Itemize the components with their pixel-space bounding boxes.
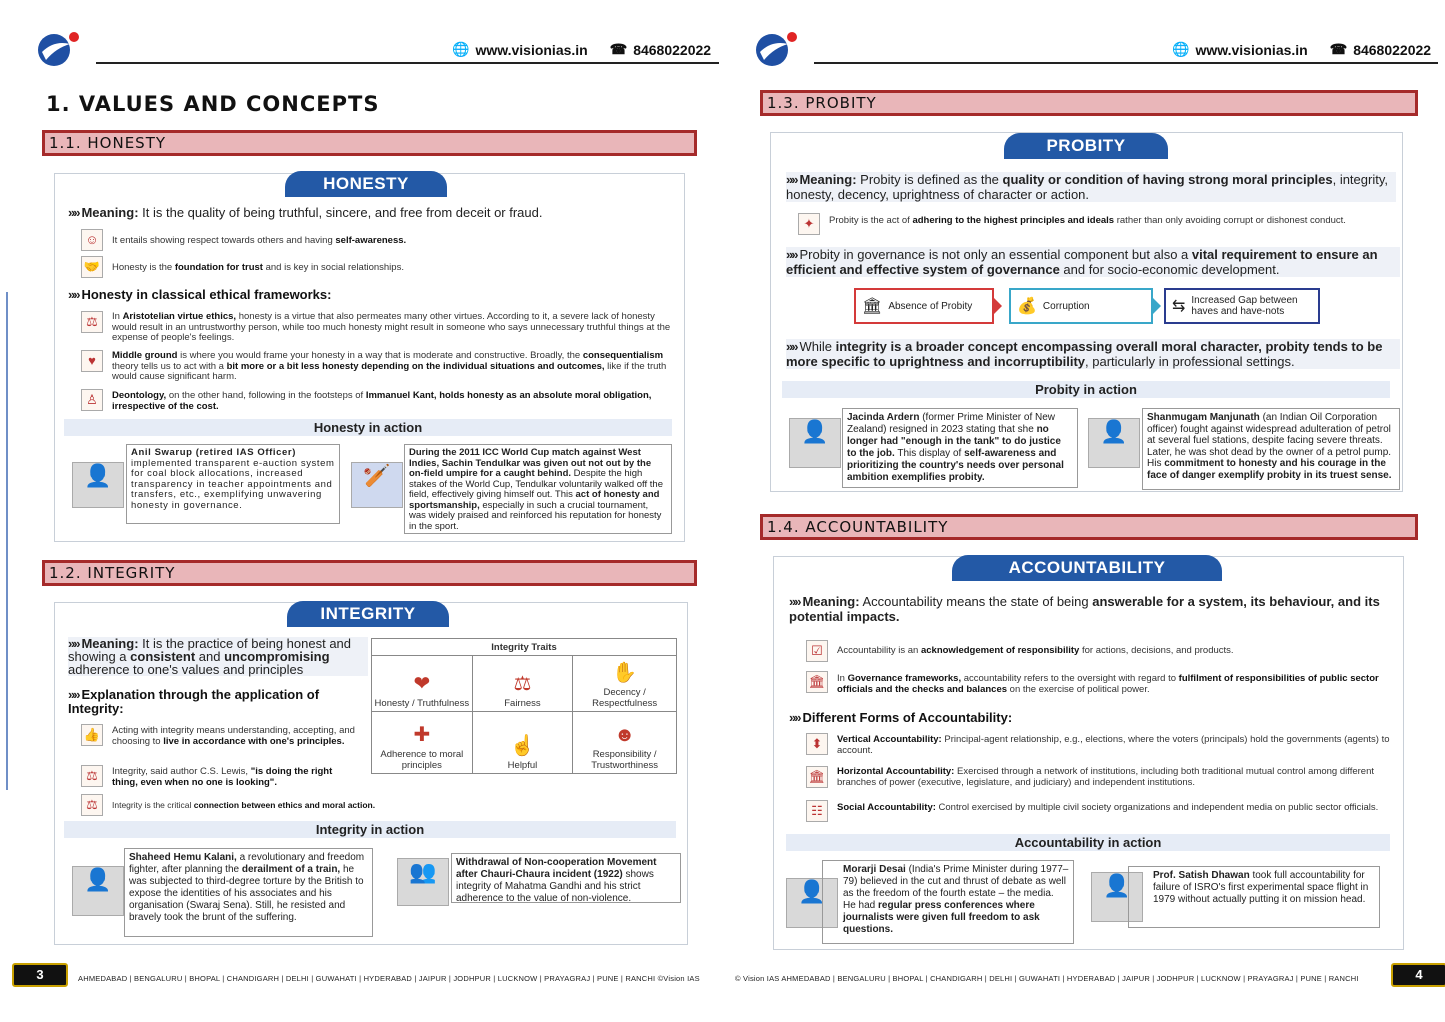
scales-icon: ⚖ <box>81 311 103 333</box>
vision-logo <box>754 28 798 72</box>
principles-icon: ✦ <box>798 213 820 235</box>
flow-arrow <box>994 298 1002 314</box>
handshake-icon: 🤝 <box>81 256 103 278</box>
header-rule <box>814 62 1438 64</box>
scales-icon: ⚖ <box>513 673 532 695</box>
flow-absence-of-probity: 🏛 Absence of Probity <box>854 288 994 324</box>
form-social: Social Accountability: Control exercised by multiple civil society organizations and independent media on public sector officials. <box>837 802 1379 813</box>
puzzle-heart-icon: ✚ <box>413 724 431 746</box>
morarji-desai-photo: 👤 <box>786 878 838 928</box>
probity-governance: »» Probity in governance is not only an essential component but also a vital requirement to ensure an efficient and effective system of governance and for socio-economic development. <box>786 247 1400 277</box>
form-vertical: Vertical Accountability: Principal-agent relationship, e.g., elections, where the voters (principals) hold the governments (agents) to account. <box>837 734 1390 756</box>
integrity-action-band: Integrity in action <box>64 821 676 838</box>
responsibility-icon: ☑ <box>806 640 828 662</box>
page-number: 3 <box>12 963 68 987</box>
heart-hands-icon: ❤ <box>413 673 431 695</box>
integrity-explanation-2: Integrity, said author C.S. Lewis, "is doing the right thing, even when no one is looking". <box>112 766 333 788</box>
probity-point-1: Probity is the act of adhering to the highest principles and ideals rather than only avoiding corrupt or dishonest conduct. <box>829 215 1346 226</box>
vertical-icon: ⬍ <box>806 733 828 755</box>
probity-while: »» While integrity is a broader concept encompassing overall moral character, probity tends to be more specific to uprightness and incorruptibility, particularly in professional settings. <box>786 339 1400 369</box>
integrity-explanation-3: Integrity is the critical connection between ethics and moral action. <box>112 800 376 810</box>
honesty-action-2: During the 2011 ICC World Cup match against West Indies, Sachin Tendulkar was given out not out by the on-field umpire for a caught behind. Despite the high stakes of the World Cup, Tendulkar voluntarily walked off the field, effectively giving himself out. This act of honesty and sportsmanship, especially in such a crucial tournament, was widely praised and reinforced his reputation for honesty in the sport. <box>404 444 672 534</box>
probity-action-1: Jacinda Ardern (former Prime Minister of New Zealand) resigned in 2023 stating that she no longer had "enough in the tank" to do justice to the job. This display of self-awareness and prioritizing the country's needs over personal ambition exemplifies probity. <box>842 408 1078 488</box>
honesty-point-1: It entails showing respect towards others and having self-awareness. <box>112 235 407 246</box>
people-gap-icon: ⇆ <box>1172 297 1186 315</box>
flow-gap: ⇆ Increased Gap between haves and have-nots <box>1164 288 1320 324</box>
phone-number: 8468022022 <box>1353 41 1432 58</box>
vision-logo <box>36 28 80 72</box>
probity-action-2: Shanmugam Manjunath (an Indian Oil Corporation officer) fought against widespread adulteration of petrol at several fuel stations, despite facing severe threats. Later, he was shot dead by the owner of a petrol pump. His commitment to honesty and his courage in the face of danger exemplify probity in its truest sense. <box>1142 408 1400 490</box>
form-horizontal: Horizontal Accountability: Exercised through a network of institutions, including both traditional mutual control among different branches of power (executive, legislature, and judiciary) and independent institutions. <box>837 766 1375 788</box>
accountability-action-1: Morarji Desai (India's Prime Minister during 1977–79) believed in the cut and thrust of debate as well as the freedom of the fourth estate – the media. He had regular press conferences where journalists were given full freedom to ask questions. <box>822 860 1074 944</box>
probity-action-band: Probity in action <box>782 381 1390 398</box>
heart-icon: ♥ <box>81 350 103 372</box>
header-contact <box>452 41 711 58</box>
anil-swarup-photo: 👤 <box>72 462 124 508</box>
globe-icon: 🌐 <box>1172 41 1190 57</box>
section-probity: 1.3. PROBITY <box>760 90 1418 116</box>
institution-icon: 🏛 <box>806 766 828 788</box>
website-link[interactable]: www.visionias.in <box>475 41 588 58</box>
jacinda-ardern-photo: 👤 <box>789 418 841 468</box>
footer-cities: © Vision IAS AHMEDABAD | BENGALURU | BHOPAL | CHANDIGARH | DELHI | GUWAHATI | HYDERABAD | JAIPUR | JODHPUR | LUCKNOW | PRAYAGRAJ | PUNE | RANCHI <box>735 974 1359 983</box>
probity-pill: PROBITY <box>1004 133 1168 159</box>
gandhi-photo: 👥 <box>397 858 449 906</box>
header-rule <box>96 62 719 64</box>
integrity-explanation-heading: »» Explanation through the application of Integrity: <box>68 687 320 716</box>
satish-dhawan-photo: 👤 <box>1091 872 1143 922</box>
honesty-pill: HONESTY <box>285 171 447 197</box>
section-integrity: 1.2. INTEGRITY <box>42 560 697 586</box>
trait-label: Decency / Respectfulness <box>592 687 658 709</box>
trait-label: Helpful <box>507 760 538 771</box>
accountability-action-band: Accountability in action <box>786 834 1390 851</box>
integrity-pill: INTEGRITY <box>287 601 449 627</box>
society-icon: ☷ <box>806 800 828 822</box>
sachin-photo: 🏏 <box>351 462 403 508</box>
respect-icon: ☺ <box>81 229 103 251</box>
phone-number: 8468022022 <box>633 41 712 58</box>
accountability-point-1: Accountability is an acknowledgement of responsibility for actions, decisions, and products. <box>837 645 1234 656</box>
scales-icon: ⚖ <box>81 765 103 787</box>
integrity-action-1: Shaheed Hemu Kalani, a revolutionary and freedom fighter, after planning the derailment of a train, he was subjected to third-degree torture by the British to expose the identities of his associates and his organisation (Swaraj Sena). Still, he resisted and bravely took the brunt of the suffering. <box>124 848 373 937</box>
integrity-traits-table <box>371 638 677 774</box>
accountability-point-2: In Governance frameworks, accountability refers to the oversight with regard to fulfilment of responsibilities of public sector officials and the checks and balances on the exercise of political power. <box>837 673 1379 695</box>
traits-title: Integrity Traits <box>372 639 677 656</box>
forms-heading: »» Different Forms of Accountability: <box>789 710 1013 725</box>
accountability-action-2: Prof. Satish Dhawan took full accountability for failure of ISRO's first experimental space flight in 1979 without actually putting it on mission head. <box>1128 866 1380 928</box>
honesty-point-2: Honesty is the foundation for trust and is key in social relationships. <box>112 262 404 273</box>
honesty-action-1: Anil Swarup (retired IAS Officer) implemented transparent e-auction system for coal block allocations, increased transparency in teacher appointments and transfers, etc., exemplifying unwavering honesty in governance. <box>126 444 340 524</box>
chevron-icon: »» <box>68 205 79 220</box>
framework-deontology: Deontology, on the other hand, following in the footsteps of Immanuel Kant, holds honesty as an absolute moral obligation, irrespective of the cost. <box>112 390 652 412</box>
trait-label: Adherence to moral principles <box>380 749 464 771</box>
framework-middle-ground: Middle ground is where you would frame your honesty in a way that is moderate and constructive. Broadly, the consequentialism theory tells us to act with a bit more or a bit less honesty depending on the individual situations and outcomes, like if the truth would cause significant harm. <box>112 350 667 382</box>
flow-arrow <box>1153 298 1161 314</box>
building-icon: 🏛 <box>862 298 883 315</box>
margin-bar <box>6 292 8 790</box>
money-bag-icon: 💰 <box>1017 298 1037 315</box>
accountability-meaning: »» Meaning: Accountability means the state of being answerable for a system, its behaviour, and its potential impacts. <box>789 594 1380 624</box>
integrity-explanation-1: Acting with integrity means understanding, accepting, and choosing to live in accordance with one's principles. <box>112 725 355 747</box>
team-icon: ☻ <box>614 724 636 746</box>
header-contact <box>1172 41 1431 58</box>
governance-icon: 🏛 <box>806 671 828 693</box>
integrity-action-2: Withdrawal of Non-cooperation Movement after Chauri-Chaura incident (1922) shows integrity of Mahatma Gandhi and his strict adherence to the value of non-violence. <box>451 853 681 903</box>
honesty-action-band: Honesty in action <box>64 419 672 436</box>
framework-aristotle: In Aristotelian virtue ethics, honesty is a virtue that also permeates many other virtues. According to it, a severe lack of honesty would result in an untrustworthy person, while too much honesty might result in someone who says unnecessary truthful things at the expense of people's feelings. <box>112 311 671 343</box>
helping-people-icon: ✋ <box>612 662 638 684</box>
frameworks-heading: »» Honesty in classical ethical frameworks: <box>68 287 332 302</box>
probity-meaning: »» Meaning: Probity is defined as the quality or condition of having strong moral principles, integrity, honesty, decency, uprightness of character or action. <box>786 172 1396 202</box>
footer-cities: AHMEDABAD | BENGALURU | BHOPAL | CHANDIGARH | DELHI | GUWAHATI | HYDERABAD | JAIPUR | JODHPUR | LUCKNOW | PRAYAGRAJ | PUNE | RANCHI ©Vision IAS <box>78 974 700 983</box>
section-honesty: 1.1. HONESTY <box>42 130 697 156</box>
section-accountability: 1.4. ACCOUNTABILITY <box>760 514 1418 540</box>
honesty-meaning: »» Meaning: It is the quality of being truthful, sincere, and free from deceit or fraud. <box>68 205 543 220</box>
phone-icon: ☎ <box>609 41 628 57</box>
phone-icon: ☎ <box>1329 41 1348 57</box>
integrity-meaning: »» Meaning: It is the practice of being honest and showing a consistent and uncompromising adherence to one's values and principles <box>68 637 368 676</box>
page-number: 4 <box>1391 963 1445 987</box>
helping-hand-icon: ☝ <box>510 735 535 757</box>
website-link[interactable]: www.visionias.in <box>1195 41 1308 58</box>
chapter-title: 1. VALUES AND CONCEPTS <box>46 92 380 116</box>
trait-label: Responsibility / Trustworthiness <box>591 749 658 771</box>
trait-label: Honesty / Truthfulness <box>374 698 470 709</box>
trait-label: Fairness <box>504 698 541 709</box>
accountability-pill: ACCOUNTABILITY <box>952 555 1222 581</box>
globe-icon: 🌐 <box>452 41 470 57</box>
balance-icon: ⚖ <box>81 794 103 816</box>
flow-corruption: 💰 Corruption <box>1009 288 1153 324</box>
hemu-kalani-photo: 👤 <box>72 866 124 916</box>
person-icon: ♙ <box>81 389 103 411</box>
shanmugam-manjunath-photo: 👤 <box>1088 418 1140 468</box>
thumbs-up-icon: 👍 <box>81 724 103 746</box>
